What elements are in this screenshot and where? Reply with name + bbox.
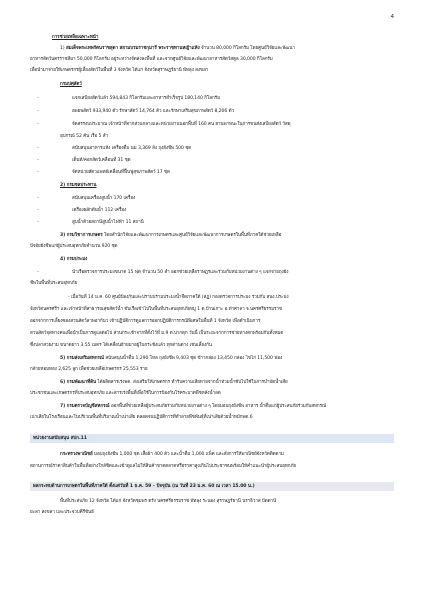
item3-line1 [60,233,281,239]
heading-immediate-help: การช่วยเหลือเฉพาะหน้า [52,35,99,40]
livestock-heading: กรมปศุสัตว์ [60,82,82,87]
irrigation-bullet-2: เครื่องผลักดันน้ำ 112 เครื่อง [72,208,127,213]
item3-text: โดยสำนักวิจัยและพัฒนาการเกษตรและศูนย์วิจัยและพัฒนาการเกษตรในพื้นที่ภาคใต้ช่วยเหลือ [102,233,282,238]
impact-title: ผลกระทบด้านการเกษตรในพื้นที่ภาคใต้ ตั้งแต่วันที่ 1 ธ.ค. 59 – ปัจจุบัน (ณ วันที่ 23 ม.ค. 60 ณ เวลา 15.00 น.) [33,484,255,489]
fisheries-bullet-1: นำเรือตรวจการประมงขนาด 15 ฟุต จำนวน 50 ลำ ออกช่วยเหลือราษฎรและร่วมกับหน่วยงานต่าง ๆ แจกจ่ายถุงยัง [72,270,289,275]
item1-line2: อาหารสัตว์นครราชสีมา 50,000 กิโลกรัม อยู่ระหว่างจัดส่งลงพื้นที่ และจากศูนย์วิจัยและพัฒนาอาหารสัตว์สตูล 30,000 กิโลกรัม [30,57,273,62]
impact-line2: ยะลา สงขลา และประจวบคีรีขันธ์ [30,510,94,515]
item3-title: 3) กรมวิชาการเกษตร [60,233,103,238]
support-units-title: หน่วยงานสนับสนุน สปก.11 [33,436,87,441]
livestock-bullet-3-cont: อุปกรณ์ 52 คัน เรือ 5 ลำ [60,134,109,139]
fisheries-para-line-2: จังหวัดนครศรีฯ และเจ้าหน้าที่สาธารณสุขสัตว์น้ำ ขับเรือเข้าไปในพื้นที่ประสบอุทกภัยหมู่ 1 ต.บ้านเกาะ อ.ท่าศาลา จ.นครศรีธรรมราช [30,307,282,312]
bullet-dash: - [37,96,39,101]
bullet-dash: - [37,220,39,225]
bullet-dash: - [37,158,39,163]
bullet-dash: - [37,196,39,201]
item7-text: ออกพื้นที่ช่วยเหลือผู้ประสบภัยร่วมกับหน่วยงานต่าง ๆ โดยมอบถุงยังชีพ อาหาร น้ำดื่มแก่ผู้ประสบภัยร่วมกับสหกรณ์ [109,404,327,409]
page-number: 4 [390,14,394,20]
item1-title: สมเด็จพระเทพรัตนราชสุดา สยามบรมราชกุมารี พระราชทานหญ้าแห้ง [65,46,200,51]
item3-line2: ปัจจัยยังชีพแก่ผู้ประสบอุทกภัยจำนวน 920 ชุด [30,244,118,249]
item7-line2: เน่าเสียในโรงเรือนและในบริเวณพื้นที่ปริมาณน้ำเน่าเสีย ตลอดจนปฏิบัติการที่ทำลายพืชพันธุ์ที่เน่าเสียด้วยน้ำหมักพด.6 [30,415,253,420]
bullet-dash: - [37,146,39,151]
item1-text: จำนวน 80,000 กิโลกรัม โดยศูนย์วิจัยและพัฒนา [199,46,295,51]
item6-line1 [60,380,288,386]
item7-line1 [60,404,326,410]
fisheries-heading: 4) กรมประมง [60,257,88,262]
livestock-bullet-5: เต็นท์/คอกสัตว์เคลื่อนที่ 31 ชุด [72,158,131,163]
item7-title: 7) กรมตรวจบัญชีสหกรณ์ [60,404,110,409]
bullet-dash: - [37,208,39,213]
bullet-dash: - [37,270,39,275]
item5-title: 5) กรมส่งเสริมสหกรณ์ [60,356,104,361]
fisheries-para-line-4: สวนสัตว์จุดทางคนเพื่อนำเป็นการดูแลต่อไป ส่วนกระเช้าจากที่ตั้งไว้ที่ ม.9 ต.ปากดุก วันนี้ เป็นระยะจากการช่วยทางตกพร้อมกันทั้งหมด [30,331,284,336]
irrigation-heading: 2) กรมชลประทาน [60,183,97,188]
item5-line1 [60,356,282,362]
item6-title: 6) กรมพัฒนาที่ดิน [60,380,97,385]
commerce-text: มอบถุงยังชีพ 1,000 ชุด เสื้อผ้า 400 ตัว และน้ำดื่ม 1,000 แพ็ค และสั่งการให้พาณิชย์จังหวัดติดตาม [92,452,284,457]
bullet-dash: - [37,109,39,114]
commerce-line2: สถานการณ์ราคาสินค้าในพื้นที่อย่างใกล้ชิดและเข้าดูแลไม่ให้สินค้าขาดตลาดหรือราคาสูงเกินไปประชาชนพร้อมให้คำแนะนำผู้ประสบอุทกภัย [30,464,296,469]
fisheries-para-line-1: - เมื่อวันที่ 14 ม.ค. 60 ศูนย์ป้องกันและปราบปรามประมงน้ำจืดภาคใต้ (สฏ) กองตรวจการประมง ร่วมกับ สนง.ประมง [68,295,289,300]
impact-line1: พื้นที่ประสบภัย 12 จังหวัด ได้แก่ จังหวัดชุมพร ตรัง นครศรีธรรมราช พัทลุง ระนอง สุราษฎร์ธานี นราธิวาส ปัตตานี [60,499,277,504]
bullet-dash: - [37,122,39,127]
fisheries-para-line-3: ออกจากการเลี้ยงซองสวนสัตว์ลาพอากันว เข้าปฏิบัติการดูแลการออกปฏิบัติการกรณีพิเศษในพื้นที่ 1 จังหวัด เพื่อดำเนินการ [30,319,261,324]
item6-line2: ประชาชนและเกษตรกรที่ประสบอุทกภัย และสารเร่งพื้นที่เพื่อใช้ในการป้องกันโรคระบาดพืชหลังน้ำลด [30,391,221,396]
irrigation-bullet-3: สูบน้ำด้วยสถานีสูบน้ำไฟฟ้า 11 สถานี [72,220,144,225]
commerce-title: กระทรวงพาณิชย์ [60,452,93,457]
item1-line1 [60,46,295,52]
livestock-bullet-1: แจกเสบียงสัตว์แล้ว 594,843 กิโลกรัมและอาหารสำเร็จรูป 180,140 กิโลกรัม [72,96,221,101]
item1-line3: เพื่อนำมาจ่ายให้เกษตรกรผู้เลี้ยงสัตว์ในพื้นที่ 3 จังหวัด ได้แก่ จังหวัดสุราษฎร์ธานี พัทลุง สงขลา [30,68,209,73]
item5-text: สนับสนุนน้ำดื่ม 1,290 โหล ถุงยังชีพ 9,403 ชุด ข้าวกล่อง 13,450 กล่อง ไข่ไก่ 11,500 ฟอง [103,356,283,361]
irrigation-bullet-1: สนับสนุนเครื่องสูบน้ำ 170 เครื่อง [72,196,136,201]
bullet-dash: - [37,170,39,175]
commerce-line1 [60,452,284,458]
livestock-bullet-4: สนับสนุนอาหารแห้ง เครื่องดื่ม นม 3,369 ลัง ถุงยังชีพ 500 ชุด [72,146,192,151]
livestock-bullet-6: จัดหน่วยสัตวแพทย์เคลื่อนที่ฟื้นฟูสุขภาพสัตว์ 17 ชุด [72,170,170,175]
item1-number: 1) [60,46,66,51]
item5-line2: กล้วยหอมทอง 2,625 ลูก เพื่อช่วยเหลือเกษตรกร 25,553 ราย [30,367,148,372]
fisheries-bullet-1-cont: ชีพในพื้นที่ประสบอุทกภัย [30,281,78,286]
livestock-bullet-2: อพยพสัตว์ 933,940 ตัว รักษาสัตว์ 14,764 ตัว และรักษาเสริมสุขภาพสัตว์ 8,206 ตัว [72,109,234,114]
livestock-bullet-3: จัดสรรงบประมาณ เจ้าหน้าที่จากส่วนกลางและหน่วยงานนอกพื้นที่ 160 คน ยานพาหนะในการขนส่งเสบียงสัตว์ วัสดุ [72,122,291,127]
fisheries-para-line-5: ซึ่งปลาสวยงาม ขนาดยาว 3.55 เมตร ได้เคลื่อนย้ายมาอยู่ในกระชังแล้ว ทุกด่านต่าง เช่นเลี้ยงกัน [30,343,212,348]
item6-text: ได้ผลิตสารเร่งพด. ส่งเสริมให้เกษตรกร ทำรับความเสียหายจากน้ำท่วมน้ำซับไปใช้ในการบำบัดน้ำเสีย [96,380,288,385]
